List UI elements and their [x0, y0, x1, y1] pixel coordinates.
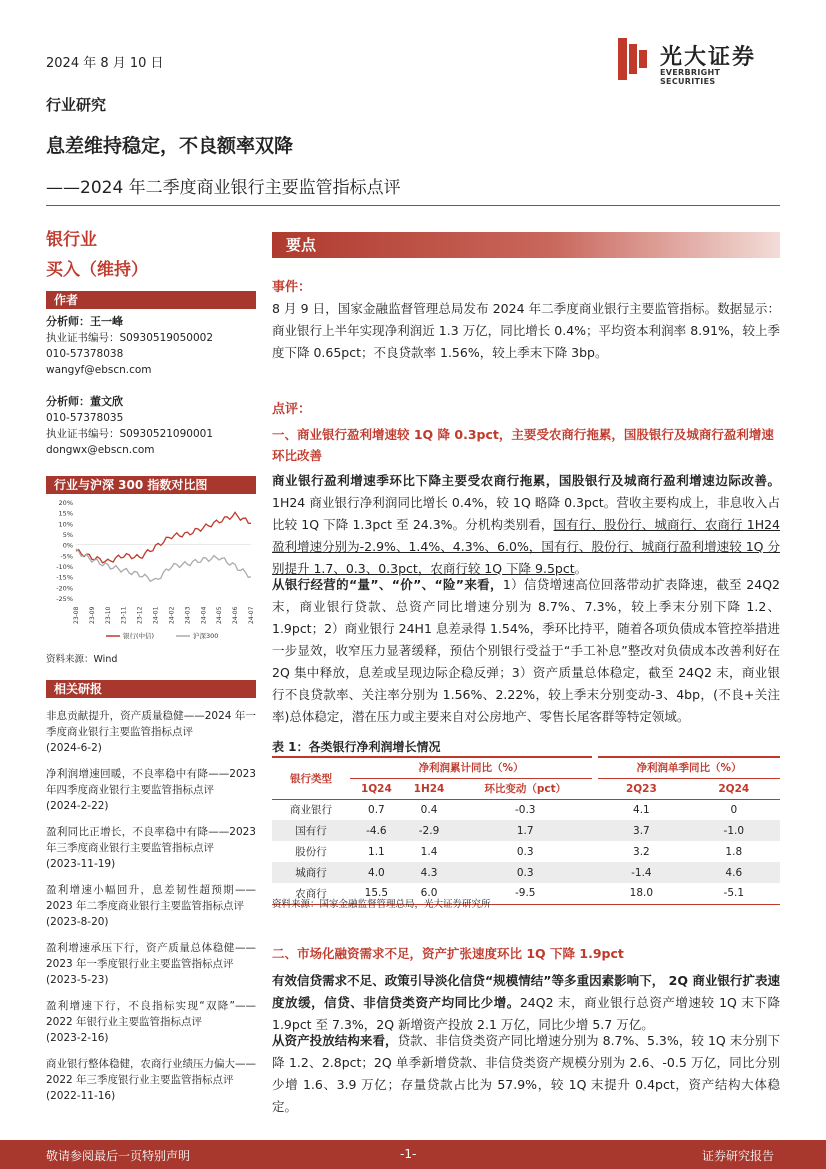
table-row: [272, 841, 780, 862]
related-research-item[interactable]: [46, 1056, 256, 1104]
table-col-2q24: 2Q24: [718, 782, 750, 795]
table-row-name: 国有行: [295, 825, 327, 837]
report-title: 息差维持稳定，不良额率双降: [46, 135, 294, 157]
x-tick-label: 24-02: [168, 606, 176, 624]
x-tick-label: 24-01: [152, 606, 160, 624]
table-col-2q23: 2Q23: [625, 782, 657, 795]
related-research-list: [46, 708, 256, 1114]
x-tick-label: 23-11: [120, 606, 128, 624]
paragraph-4: [272, 1030, 780, 1118]
table-cell: 3.7: [633, 824, 650, 837]
table-cell: 0.4: [420, 803, 438, 816]
table-col-1h24: 1H24: [413, 782, 445, 795]
related-research-date: (2022-11-16): [46, 1090, 116, 1102]
table-cell: 18.0: [629, 887, 654, 900]
table-cell: -2.9: [418, 824, 440, 837]
report-type: 行业研究: [46, 96, 107, 114]
y-tick-label: -15%: [56, 573, 73, 582]
table-source: 资料来源：国家金融监督管理总局，光大证券研究所: [272, 899, 491, 910]
series-line-0: [76, 512, 251, 563]
y-tick-label: 5%: [62, 531, 73, 539]
table-cell: 15.5: [364, 887, 389, 900]
p3-text: 24Q2 末，商业银行总资产增速较 1Q 末下降 1.9pct 至 7.3%，2Q 新增资产投放 2.1 万亿，同比少增 5.7 万亿。: [272, 995, 780, 1032]
p4-text: 贷款、非信贷类资产同比增速分别为 8.7%、5.3%，较 1Q 末分别下降 1.2、2.8pct；2Q 单季新增贷款、非信贷类资产规模分别为 2.6、-0.5 万亿，同比分别少增 1.6、3.9 万亿；存量贷款占比为 57.9%，较 1Q 末提升 0.4pct，资产结构大体稳定。: [272, 1033, 780, 1114]
table-col-change: 环比变动（pct）: [484, 783, 567, 795]
chart-source: 资料来源：Wind: [46, 654, 118, 665]
related-header: 相关研报: [46, 680, 256, 698]
related-research-date: (2024-6-2): [46, 742, 102, 754]
net-profit-table: [272, 756, 780, 905]
related-research-title: 盈利同比正增长，不良率稳中有降——2023 年三季度商业银行主要监管指标点评: [46, 826, 256, 854]
related-research-date: (2023-8-20): [46, 916, 109, 928]
keypoint-header: 要点: [272, 232, 780, 258]
table-cell: -0.3: [514, 803, 536, 816]
logo-en-text: EVERBRIGHT SECURITIES: [660, 68, 721, 86]
author-1-cert: 执业证书编号：S0930519050002: [46, 332, 214, 344]
table-cell: 0.3: [516, 845, 534, 858]
table-header-type: 银行类型: [272, 757, 350, 799]
related-research-item[interactable]: [46, 940, 256, 988]
table-row-name: 农商行: [295, 887, 327, 900]
author-1-name: 分析师：王一峰: [46, 315, 123, 328]
footer-disclaimer[interactable]: 敬请参阅最后一页特别声明: [46, 1149, 191, 1163]
event-text: 8 月 9 日，国家金融监督管理总局发布 2024 年二季度商业银行主要监管指标。数据显示：商业银行上半年实现净利润近 1.3 万亿，同比增长 0.4%；平均资本利润率 8.91%，较上季度下降 0.65pct；不良贷款率 1.56%，较上季末下降 3bp。: [272, 301, 780, 360]
report-subtitle: ——2024 年二季度商业银行主要监管指标点评: [46, 178, 401, 198]
table-cell: 1.7: [516, 824, 534, 837]
table-cell: 4.0: [368, 866, 385, 879]
table-row: [272, 820, 780, 841]
related-research-title: 盈利增速小幅回升，息差韧性超预期——2023 年二季度商业银行主要监管指标点评: [46, 884, 256, 912]
related-research-item[interactable]: [46, 708, 256, 756]
p1-end: 。: [574, 561, 588, 576]
x-tick-label: 24-04: [200, 606, 208, 624]
related-research-title: 盈利增速下行，不良指标实现“双降”——2022 年银行业主要监管指标点评: [46, 1000, 256, 1028]
x-tick-label: 24-06: [232, 606, 240, 624]
related-research-item[interactable]: [46, 824, 256, 872]
author-2: [46, 394, 256, 458]
table-cell: 6.0: [420, 887, 438, 900]
table-cell: 1.8: [725, 845, 743, 858]
everbright-logo-icon: [618, 38, 648, 80]
x-tick-label: 23-12: [136, 606, 144, 624]
x-tick-label: 24-05: [216, 606, 224, 624]
rating-label: 买入（维持）: [46, 260, 148, 280]
related-research-title: 盈利增速承压下行，资产质量总体稳健——2023 年一季度银行业主要监管指标点评: [46, 942, 256, 970]
footer-report-label: 证券研究报告: [702, 1149, 775, 1163]
section-2-title: 二、市场化融资需求不足，资产扩张速度环比 1Q 下降 1.9pct: [272, 946, 624, 961]
y-tick-label: -5%: [60, 552, 73, 561]
x-tick-label: 24-07: [248, 606, 255, 624]
table-row-name: 商业银行: [290, 804, 332, 817]
table-header-group1: 净利润累计同比（%）: [350, 757, 595, 778]
table-cell: -9.5: [514, 887, 536, 900]
section-1-title: 一、商业银行盈利增速较 1Q 降 0.3pct，主要受农商行拖累，国股银行及城商行盈利增速环比改善: [272, 427, 774, 463]
page-footer: [0, 1140, 826, 1169]
x-tick-label: 23-10: [104, 606, 112, 624]
author-1: [46, 314, 256, 378]
table-cell: 0.3: [516, 866, 534, 879]
y-tick-label: -25%: [56, 595, 73, 603]
table-cell: 0.7: [368, 803, 385, 816]
p1-text: 1H24 商业银行净利润同比增长 0.4%，较 1Q 略降 0.3pct。营收主要构成上，非息收入占比较 1Q 下降 1.3pct 至 24.3%。分机构类别看，: [272, 495, 780, 532]
header-divider: [46, 205, 780, 206]
related-research-date: (2023-2-16): [46, 1032, 109, 1044]
series-line-1: [76, 549, 251, 581]
p2-text: 1）信贷增速高位回落带动扩表降速，截至 24Q2 末，商业银行贷款、总资产同比增速分别为 8.7%、7.3%，较上季末分别下降 1.2、1.9pct；2）商业银行 24H1 息差录得 1.54%，季环比持平，随着各项负债成本管控举措进一步显效，收窄压力显著缓释，预估个别银行受益于“手工补息”整改对负债成本改善利好在 2Q 集中释放，息差或呈现边际企稳反弹；3）资产质量总体稳定，截至 24Q2 末，商业银行不良贷款率、关注率分别为 1.56%、2.22%，较上季末分别变动-3、4bp，(不良+关注率)总体稳定，潜在压力或主要来自对公房地产、零售长尾客群等特定领域。: [272, 577, 781, 724]
y-tick-label: 10%: [58, 520, 73, 529]
related-research-item[interactable]: [46, 766, 256, 814]
related-research-title: 净利润增速回暖，不良率稳中有降——2023 年四季度商业银行主要监管指标点评: [46, 768, 256, 796]
p3-bold: 有效信贷需求不足、政策引导淡化信贷“规模情结”等多重因素影响下， 2Q 商业银行扩表速度放缓，信贷、非信贷类资产均同比少增。: [272, 973, 780, 1010]
chart-header: 行业与沪深 300 指数对比图: [46, 476, 256, 494]
event-label: 事件：: [272, 280, 312, 295]
x-tick-label: 24-03: [184, 606, 192, 624]
table-cell: 3.2: [633, 845, 650, 858]
table-cell: 1.4: [420, 845, 438, 858]
related-research-title: 非息贡献提升，资产质量稳健——2024 年一季度商业银行主要监管指标点评: [46, 710, 256, 738]
x-tick-label: 23-08: [73, 606, 80, 624]
author-1-phone: 010-57378038: [46, 348, 124, 360]
table-header-group2: 净利润单季同比（%）: [595, 757, 780, 778]
y-tick-label: 20%: [58, 499, 73, 507]
author-2-cert: 执业证书编号：S0930521090001: [46, 428, 214, 440]
y-tick-label: 15%: [58, 509, 73, 518]
related-research-item[interactable]: [46, 882, 256, 930]
related-research-title: 商业银行整体稳健，农商行业绩压力偏大——2022 年三季度银行业主要监管指标点评: [46, 1058, 256, 1086]
table-cell: -1.4: [631, 866, 652, 879]
logo-cn-text: 光大证券: [660, 45, 757, 70]
report-date: 2024 年 8 月 10 日: [46, 56, 164, 71]
y-tick-label: -10%: [56, 563, 73, 571]
x-tick-label: 23-09: [88, 606, 96, 624]
p4-bold: 从资产投放结构来看，: [272, 1033, 398, 1048]
p1-bold: 商业银行盈利增速季环比下降主要受农商行拖累，国股银行及城商行盈利增速边际改善。: [272, 473, 780, 488]
author-2-name: 分析师：董文欣: [46, 395, 123, 408]
p1-underlined: 国有行、股份行、城商行、农商行 1H24 盈利增速分别为-2.9%、1.4%、4.3%、6.0%，国有行、股份行、城商行盈利增速较 1Q 分别提升 1.7、0.3、0.3pct，农商行较 1Q 下降 9.5pct: [272, 517, 780, 576]
table-cell: 0: [730, 803, 738, 816]
company-logo: [618, 38, 778, 88]
table-cell: 4.6: [725, 866, 743, 879]
author-1-email[interactable]: wangyf@ebscn.com: [46, 364, 152, 376]
table-row-name: 股份行: [295, 846, 327, 858]
comment-label: 点评：: [272, 402, 312, 417]
y-tick-label: 0%: [62, 541, 73, 550]
industry-label: 银行业: [46, 230, 97, 250]
legend-label: 沪深300: [193, 632, 219, 640]
table-row: [272, 799, 780, 820]
related-research-date: (2023-5-23): [46, 974, 109, 986]
table-cell: 4.3: [420, 866, 438, 879]
table-cell: -4.6: [366, 824, 387, 837]
legend-label: 银行(中信): [123, 632, 155, 640]
index-comparison-chart: [46, 496, 256, 644]
table-row: [272, 862, 780, 883]
related-research-item[interactable]: [46, 998, 256, 1046]
page-number: -1-: [400, 1147, 417, 1161]
related-research-date: (2023-11-19): [46, 858, 116, 870]
paragraph-2: [272, 574, 780, 728]
authors-header: 作者: [46, 291, 256, 309]
table-cell: 1.1: [368, 845, 385, 858]
table-col-1q24: 1Q24: [360, 782, 392, 795]
table-cell: 4.1: [633, 803, 650, 816]
y-tick-label: -20%: [56, 584, 73, 593]
table-cell: -1.0: [723, 824, 745, 837]
author-2-phone: 010-57378035: [46, 412, 124, 424]
related-research-date: (2024-2-22): [46, 800, 109, 812]
table-cell: -5.1: [723, 887, 745, 900]
net-profit-table-wrap: [272, 756, 780, 905]
p2-bold: 从银行经营的“量”、“价”、“险”来看，: [272, 577, 503, 592]
paragraph-3: [272, 970, 780, 1036]
author-2-email[interactable]: dongwx@ebscn.com: [46, 444, 155, 456]
paragraph-1: [272, 470, 780, 580]
table-title: 表 1：各类银行净利润增长情况: [272, 740, 441, 754]
table-row-name: 城商行: [295, 867, 327, 879]
